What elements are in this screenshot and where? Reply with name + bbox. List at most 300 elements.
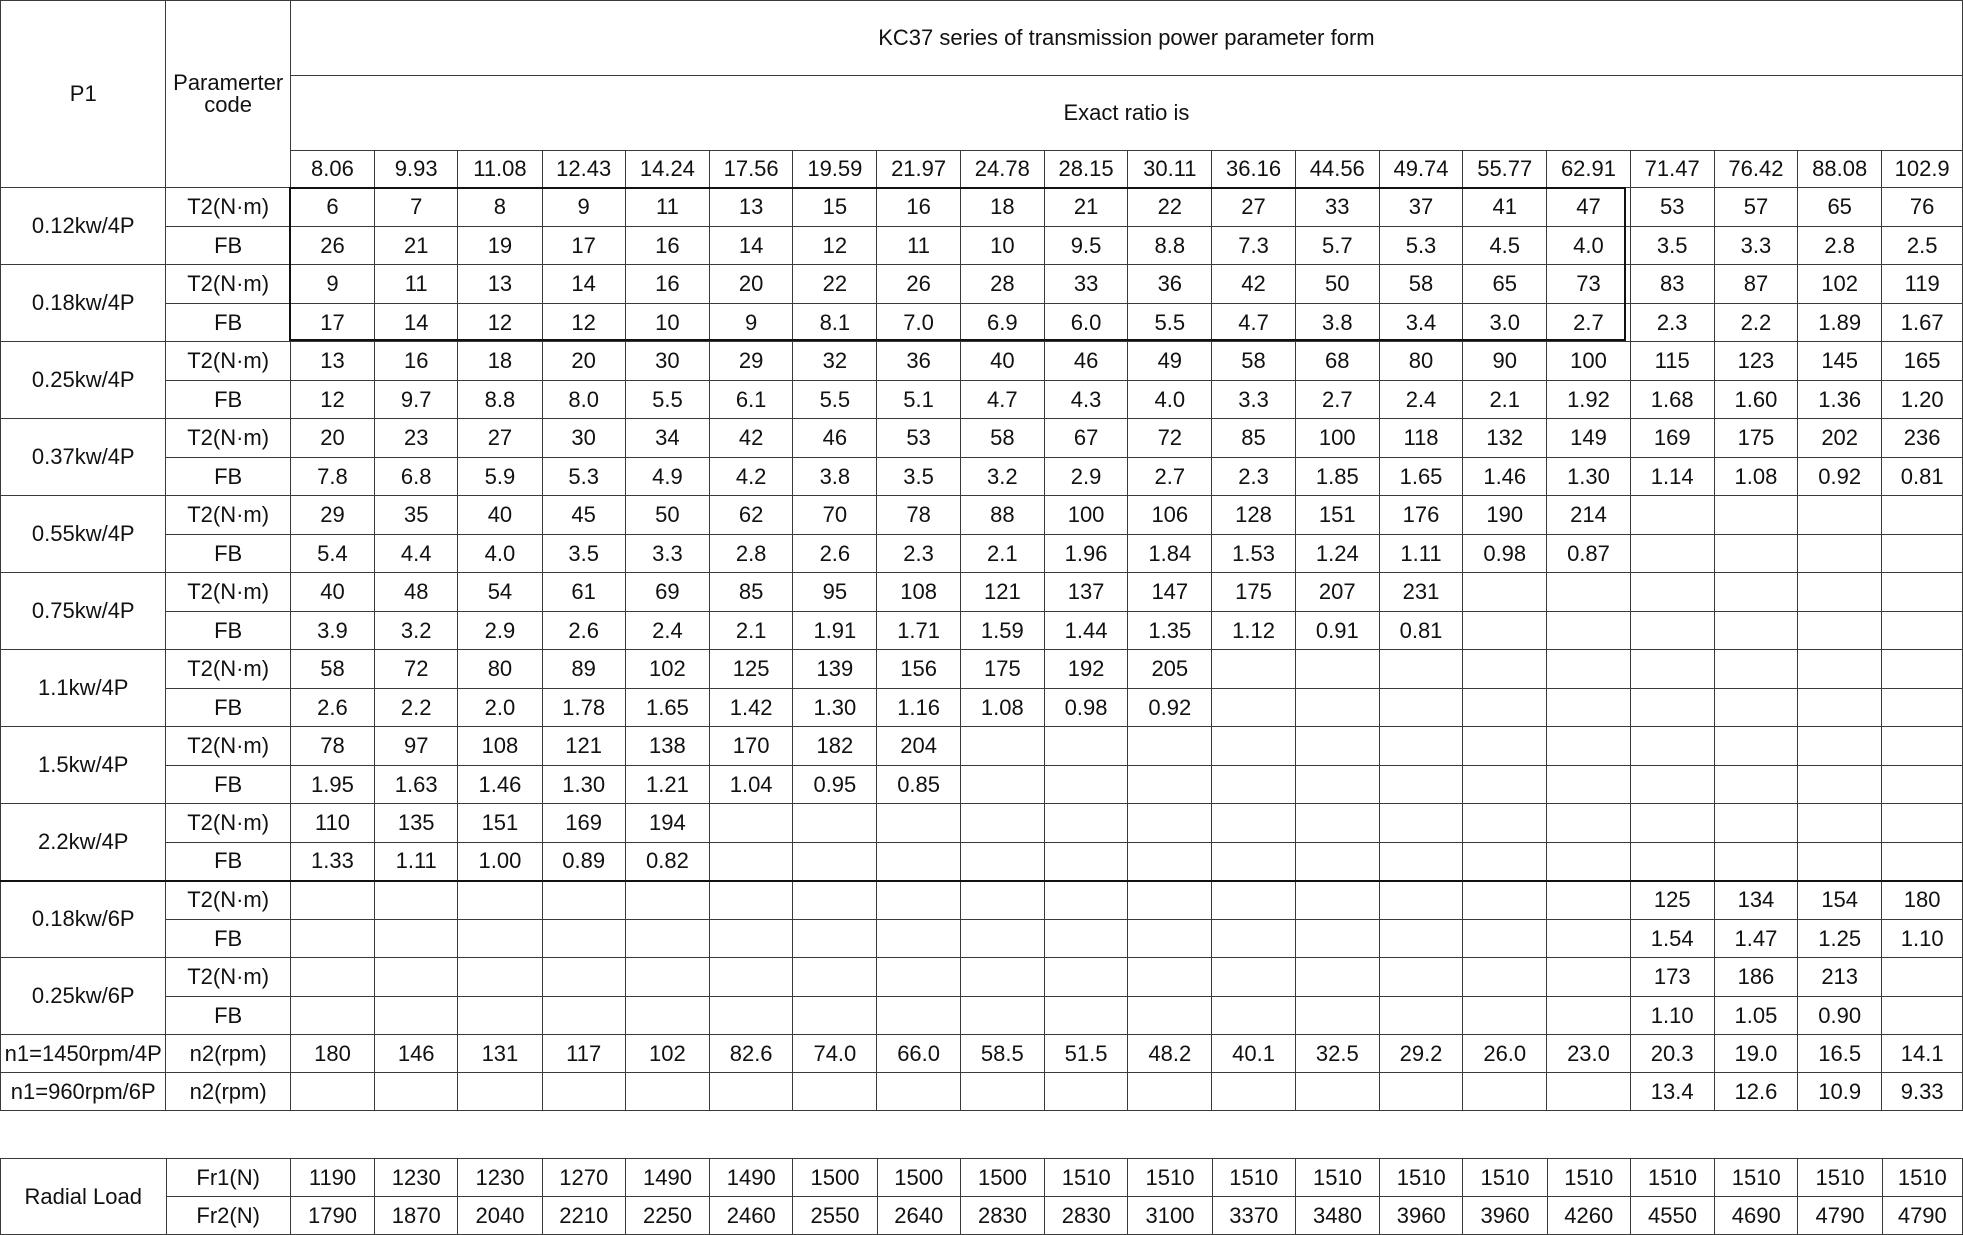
value-cell: 76 <box>1882 188 1963 227</box>
power-label: 2.2kw/4P <box>1 804 166 881</box>
value-cell <box>542 997 625 1035</box>
value-cell <box>1295 1073 1379 1111</box>
value-cell: 1510 <box>1128 1159 1212 1197</box>
value-cell: 100 <box>1295 419 1379 458</box>
value-cell: 3.5 <box>542 535 625 573</box>
value-cell: 0.98 <box>1463 535 1547 573</box>
value-cell: 9 <box>290 265 374 304</box>
value-cell: 78 <box>290 727 374 766</box>
value-cell: 73 <box>1547 265 1630 304</box>
value-cell: 17 <box>542 227 625 265</box>
value-cell: 5.9 <box>458 458 542 496</box>
value-cell: 20 <box>542 342 625 381</box>
value-cell: 10 <box>625 304 709 342</box>
value-cell <box>1295 920 1379 958</box>
value-cell <box>710 958 793 997</box>
value-cell: 1500 <box>877 1159 960 1197</box>
value-cell: 3.4 <box>1379 304 1462 342</box>
value-cell: 1510 <box>1295 1159 1379 1197</box>
value-cell: 3480 <box>1295 1197 1379 1235</box>
value-cell <box>960 843 1044 881</box>
value-cell: 58 <box>1379 265 1462 304</box>
table-row <box>1 188 1963 227</box>
value-cell <box>1882 997 1963 1035</box>
value-cell: 194 <box>625 804 709 843</box>
value-cell <box>1463 997 1547 1035</box>
parameter-code: Fr1(N) <box>166 1159 290 1197</box>
value-cell: 4.3 <box>1044 381 1127 419</box>
value-cell: 11 <box>877 227 960 265</box>
value-cell <box>710 1073 793 1111</box>
value-cell: 110 <box>290 804 374 843</box>
value-cell: 1.08 <box>1714 458 1797 496</box>
value-cell <box>1882 727 1963 766</box>
table-row <box>1 997 1963 1035</box>
value-cell: 16.5 <box>1798 1035 1882 1073</box>
value-cell: 2.3 <box>1630 304 1714 342</box>
power-label: 1.1kw/4P <box>1 650 166 727</box>
value-cell: 125 <box>1630 881 1714 920</box>
value-cell <box>1295 804 1379 843</box>
ratio-cell: 102.9 <box>1882 151 1963 188</box>
parameter-code: n2(rpm) <box>166 1073 290 1111</box>
value-cell: 3.5 <box>1630 227 1714 265</box>
table-row <box>1 727 1963 766</box>
value-cell: 100 <box>1044 496 1127 535</box>
value-cell: 6.9 <box>960 304 1044 342</box>
value-cell: 170 <box>710 727 793 766</box>
table-row <box>1 458 1963 496</box>
value-cell: 8.8 <box>458 381 542 419</box>
value-cell <box>458 1073 542 1111</box>
value-cell <box>1882 804 1963 843</box>
value-cell: 3.5 <box>877 458 960 496</box>
value-cell: 29 <box>290 496 374 535</box>
value-cell: 1.21 <box>625 766 709 804</box>
value-cell: 18 <box>960 188 1044 227</box>
value-cell: 1510 <box>1380 1159 1463 1197</box>
value-cell: 12 <box>542 304 625 342</box>
value-cell: 108 <box>877 573 960 612</box>
value-cell <box>375 958 458 997</box>
p1-header: P1 <box>1 1 166 188</box>
value-cell: 0.85 <box>877 766 960 804</box>
value-cell <box>1630 689 1714 727</box>
value-cell <box>1212 997 1295 1035</box>
value-cell: 4.5 <box>1463 227 1547 265</box>
value-cell: 205 <box>1128 650 1212 689</box>
table-row <box>1 573 1963 612</box>
value-cell: 2.1 <box>710 612 793 650</box>
value-cell: 53 <box>1630 188 1714 227</box>
value-cell: 2040 <box>458 1197 542 1235</box>
value-cell: 3.8 <box>793 458 877 496</box>
value-cell: 2.2 <box>1714 304 1797 342</box>
value-cell <box>877 804 960 843</box>
value-cell <box>1212 727 1295 766</box>
value-cell <box>1547 997 1630 1035</box>
value-cell: 125 <box>710 650 793 689</box>
value-cell <box>1463 804 1547 843</box>
value-cell <box>1295 997 1379 1035</box>
table-row <box>1 804 1963 843</box>
value-cell: 29 <box>710 342 793 381</box>
value-cell: 68 <box>1295 342 1379 381</box>
value-cell: 0.91 <box>1295 612 1379 650</box>
value-cell: 30 <box>625 342 709 381</box>
power-label: 0.75kw/4P <box>1 573 166 650</box>
value-cell: 1.96 <box>1044 535 1127 573</box>
ratio-cell: 12.43 <box>542 151 625 188</box>
value-cell <box>1798 612 1882 650</box>
value-cell <box>1463 843 1547 881</box>
value-cell: 5.5 <box>793 381 877 419</box>
value-cell: 1500 <box>960 1159 1044 1197</box>
value-cell: 1.25 <box>1798 920 1882 958</box>
value-cell: 149 <box>1547 419 1630 458</box>
value-cell: 2.3 <box>877 535 960 573</box>
parameter-code: FB <box>166 920 290 958</box>
value-cell: 1.67 <box>1882 304 1963 342</box>
value-cell: 21 <box>375 227 458 265</box>
value-cell: 6.0 <box>1044 304 1127 342</box>
value-cell <box>1882 958 1963 997</box>
radial-load-table <box>0 1158 1963 1235</box>
value-cell: 58 <box>290 650 374 689</box>
value-cell <box>877 843 960 881</box>
value-cell <box>458 997 542 1035</box>
power-label: 0.25kw/6P <box>1 958 166 1035</box>
value-cell: 175 <box>1714 419 1797 458</box>
value-cell: 2.0 <box>458 689 542 727</box>
value-cell <box>290 881 374 920</box>
ratio-cell: 19.59 <box>793 151 877 188</box>
value-cell: 175 <box>960 650 1044 689</box>
value-cell <box>1128 804 1212 843</box>
value-cell <box>1128 881 1212 920</box>
value-cell: 182 <box>793 727 877 766</box>
value-cell <box>960 727 1044 766</box>
value-cell <box>1128 727 1212 766</box>
value-cell: 2.8 <box>1798 227 1882 265</box>
value-cell: 1.30 <box>542 766 625 804</box>
value-cell: 7 <box>375 188 458 227</box>
value-cell: 5.3 <box>542 458 625 496</box>
value-cell: 1.60 <box>1714 381 1797 419</box>
power-label: 0.18kw/6P <box>1 881 166 958</box>
value-cell: 214 <box>1547 496 1630 535</box>
value-cell <box>375 997 458 1035</box>
value-cell: 147 <box>1128 573 1212 612</box>
value-cell <box>375 881 458 920</box>
value-cell <box>877 997 960 1035</box>
value-cell <box>625 1073 709 1111</box>
value-cell <box>1044 881 1127 920</box>
value-cell: 9 <box>542 188 625 227</box>
value-cell: 50 <box>1295 265 1379 304</box>
parameter-code: T2(N·m) <box>166 804 290 843</box>
value-cell: 7.3 <box>1212 227 1295 265</box>
value-cell <box>1547 843 1630 881</box>
value-cell: 1790 <box>290 1197 374 1235</box>
value-cell: 3.0 <box>1463 304 1547 342</box>
value-cell: 1.85 <box>1295 458 1379 496</box>
value-cell: 32.5 <box>1295 1035 1379 1073</box>
parameter-code: T2(N·m) <box>166 958 290 997</box>
value-cell <box>710 997 793 1035</box>
value-cell <box>542 958 625 997</box>
value-cell: 2.1 <box>1463 381 1547 419</box>
value-cell: 1.46 <box>458 766 542 804</box>
value-cell <box>1128 920 1212 958</box>
value-cell: 5.4 <box>290 535 374 573</box>
value-cell: 180 <box>290 1035 374 1073</box>
value-cell: 4550 <box>1630 1197 1714 1235</box>
value-cell <box>1379 881 1462 920</box>
value-cell <box>1882 535 1963 573</box>
value-cell: 4690 <box>1715 1197 1798 1235</box>
value-cell: 207 <box>1295 573 1379 612</box>
value-cell <box>877 881 960 920</box>
value-cell: 26.0 <box>1463 1035 1547 1073</box>
value-cell: 2.1 <box>960 535 1044 573</box>
value-cell <box>1463 881 1547 920</box>
value-cell: 20 <box>290 419 374 458</box>
parameter-code: FB <box>166 381 290 419</box>
value-cell <box>1630 612 1714 650</box>
ratio-cell: 76.42 <box>1714 151 1797 188</box>
table-row <box>1 419 1963 458</box>
speed-row <box>1 1073 1963 1111</box>
value-cell <box>710 920 793 958</box>
value-cell: 1490 <box>710 1159 793 1197</box>
speed-label: n1=960rpm/6P <box>1 1073 166 1111</box>
value-cell <box>793 997 877 1035</box>
value-cell: 1.33 <box>290 843 374 881</box>
value-cell <box>793 1073 877 1111</box>
value-cell: 2640 <box>877 1197 960 1235</box>
value-cell: 65 <box>1798 188 1882 227</box>
value-cell: 20 <box>710 265 793 304</box>
value-cell: 82.6 <box>710 1035 793 1073</box>
table-row <box>1 265 1963 304</box>
value-cell <box>1295 650 1379 689</box>
value-cell: 74.0 <box>793 1035 877 1073</box>
value-cell: 1.92 <box>1547 381 1630 419</box>
value-cell: 4790 <box>1882 1197 1962 1235</box>
value-cell: 2550 <box>793 1197 877 1235</box>
value-cell <box>1547 766 1630 804</box>
value-cell: 180 <box>1882 881 1963 920</box>
value-cell: 90 <box>1463 342 1547 381</box>
value-cell <box>1044 1073 1127 1111</box>
value-cell: 97 <box>375 727 458 766</box>
value-cell: 4.7 <box>1212 304 1295 342</box>
value-cell <box>1547 958 1630 997</box>
value-cell: 41 <box>1463 188 1547 227</box>
value-cell: 69 <box>625 573 709 612</box>
value-cell: 16 <box>375 342 458 381</box>
value-cell: 100 <box>1547 342 1630 381</box>
value-cell: 1.12 <box>1212 612 1295 650</box>
value-cell: 132 <box>1463 419 1547 458</box>
value-cell: 3.8 <box>1295 304 1379 342</box>
parameter-code: FB <box>166 997 290 1035</box>
value-cell <box>1798 496 1882 535</box>
value-cell: 62 <box>710 496 793 535</box>
value-cell: 0.82 <box>625 843 709 881</box>
table-row <box>1 381 1963 419</box>
value-cell: 40 <box>458 496 542 535</box>
value-cell: 1270 <box>542 1159 625 1197</box>
value-cell: 12 <box>290 381 374 419</box>
value-cell <box>1882 650 1963 689</box>
value-cell: 1510 <box>1547 1159 1630 1197</box>
value-cell: 1500 <box>793 1159 877 1197</box>
parameter-code: FB <box>166 843 290 881</box>
value-cell: 6.1 <box>710 381 793 419</box>
table-row <box>1 920 1963 958</box>
value-cell: 12 <box>793 227 877 265</box>
radial-row <box>1 1159 1963 1197</box>
ratio-cell: 71.47 <box>1630 151 1714 188</box>
value-cell <box>290 958 374 997</box>
value-cell: 61 <box>542 573 625 612</box>
value-cell: 2.6 <box>793 535 877 573</box>
value-cell: 72 <box>1128 419 1212 458</box>
ratio-cell: 88.08 <box>1798 151 1882 188</box>
value-cell: 3370 <box>1212 1197 1295 1235</box>
value-cell: 13 <box>290 342 374 381</box>
ratio-cell: 49.74 <box>1379 151 1462 188</box>
value-cell: 145 <box>1798 342 1882 381</box>
value-cell: 10.9 <box>1798 1073 1882 1111</box>
value-cell <box>1882 766 1963 804</box>
value-cell <box>1630 573 1714 612</box>
value-cell <box>625 958 709 997</box>
parameter-code: Fr2(N) <box>166 1197 290 1235</box>
value-cell: 49 <box>1128 342 1212 381</box>
value-cell <box>1630 727 1714 766</box>
value-cell: 1.63 <box>375 766 458 804</box>
value-cell: 137 <box>1044 573 1127 612</box>
parameter-code-header: Paramerter code <box>166 1 290 188</box>
value-cell <box>542 881 625 920</box>
value-cell <box>1044 766 1127 804</box>
value-cell <box>1630 804 1714 843</box>
value-cell <box>877 1073 960 1111</box>
value-cell <box>1295 958 1379 997</box>
value-cell <box>1295 727 1379 766</box>
value-cell: 2.6 <box>290 689 374 727</box>
value-cell <box>1128 843 1212 881</box>
value-cell: 57 <box>1714 188 1797 227</box>
value-cell <box>625 881 709 920</box>
value-cell: 40 <box>960 342 1044 381</box>
value-cell <box>1882 573 1963 612</box>
value-cell <box>1714 650 1797 689</box>
value-cell: 2.4 <box>625 612 709 650</box>
value-cell <box>1212 1073 1295 1111</box>
table-row <box>1 227 1963 265</box>
value-cell: 123 <box>1714 342 1797 381</box>
value-cell <box>1379 727 1462 766</box>
header-subtitle-row <box>1 76 1963 151</box>
value-cell: 173 <box>1630 958 1714 997</box>
value-cell: 6.8 <box>375 458 458 496</box>
value-cell: 102 <box>625 650 709 689</box>
value-cell: 1.10 <box>1630 997 1714 1035</box>
value-cell: 1.65 <box>625 689 709 727</box>
value-cell: 22 <box>793 265 877 304</box>
value-cell <box>1044 804 1127 843</box>
value-cell: 1.14 <box>1630 458 1714 496</box>
ratio-cell: 28.15 <box>1044 151 1127 188</box>
value-cell: 119 <box>1882 265 1963 304</box>
value-cell: 0.90 <box>1798 997 1882 1035</box>
value-cell <box>1463 612 1547 650</box>
value-cell: 102 <box>1798 265 1882 304</box>
value-cell <box>1630 496 1714 535</box>
ratio-subtitle: Exact ratio is <box>290 76 1962 151</box>
value-cell: 46 <box>793 419 877 458</box>
value-cell: 40 <box>290 573 374 612</box>
parameter-code: T2(N·m) <box>166 188 290 227</box>
value-cell: 102 <box>625 1035 709 1073</box>
value-cell: 1510 <box>1212 1159 1295 1197</box>
value-cell: 4260 <box>1547 1197 1630 1235</box>
value-cell <box>625 997 709 1035</box>
value-cell: 46 <box>1044 342 1127 381</box>
value-cell: 2210 <box>542 1197 625 1235</box>
value-cell <box>793 958 877 997</box>
value-cell <box>1379 958 1462 997</box>
parameter-code: T2(N·m) <box>166 727 290 766</box>
parameter-code: T2(N·m) <box>166 496 290 535</box>
value-cell: 78 <box>877 496 960 535</box>
value-cell <box>1547 920 1630 958</box>
value-cell: 192 <box>1044 650 1127 689</box>
value-cell <box>1547 804 1630 843</box>
value-cell: 0.98 <box>1044 689 1127 727</box>
value-cell: 9.33 <box>1882 1073 1963 1111</box>
parameter-code: FB <box>166 458 290 496</box>
ratio-cell: 44.56 <box>1295 151 1379 188</box>
value-cell: 0.81 <box>1882 458 1963 496</box>
value-cell: 135 <box>375 804 458 843</box>
value-cell: 2830 <box>1045 1197 1128 1235</box>
value-cell: 5.3 <box>1379 227 1462 265</box>
table-row <box>1 843 1963 881</box>
value-cell: 65 <box>1463 265 1547 304</box>
value-cell: 42 <box>710 419 793 458</box>
value-cell: 2.7 <box>1547 304 1630 342</box>
value-cell <box>1798 843 1882 881</box>
ratio-cell: 21.97 <box>877 151 960 188</box>
value-cell <box>1798 535 1882 573</box>
value-cell <box>1630 766 1714 804</box>
value-cell <box>1295 843 1379 881</box>
value-cell: 8.0 <box>542 381 625 419</box>
value-cell <box>1547 689 1630 727</box>
value-cell: 3960 <box>1463 1197 1547 1235</box>
value-cell <box>458 881 542 920</box>
value-cell: 5.7 <box>1295 227 1379 265</box>
value-cell: 202 <box>1798 419 1882 458</box>
value-cell <box>710 881 793 920</box>
value-cell: 80 <box>458 650 542 689</box>
value-cell: 4.7 <box>960 381 1044 419</box>
